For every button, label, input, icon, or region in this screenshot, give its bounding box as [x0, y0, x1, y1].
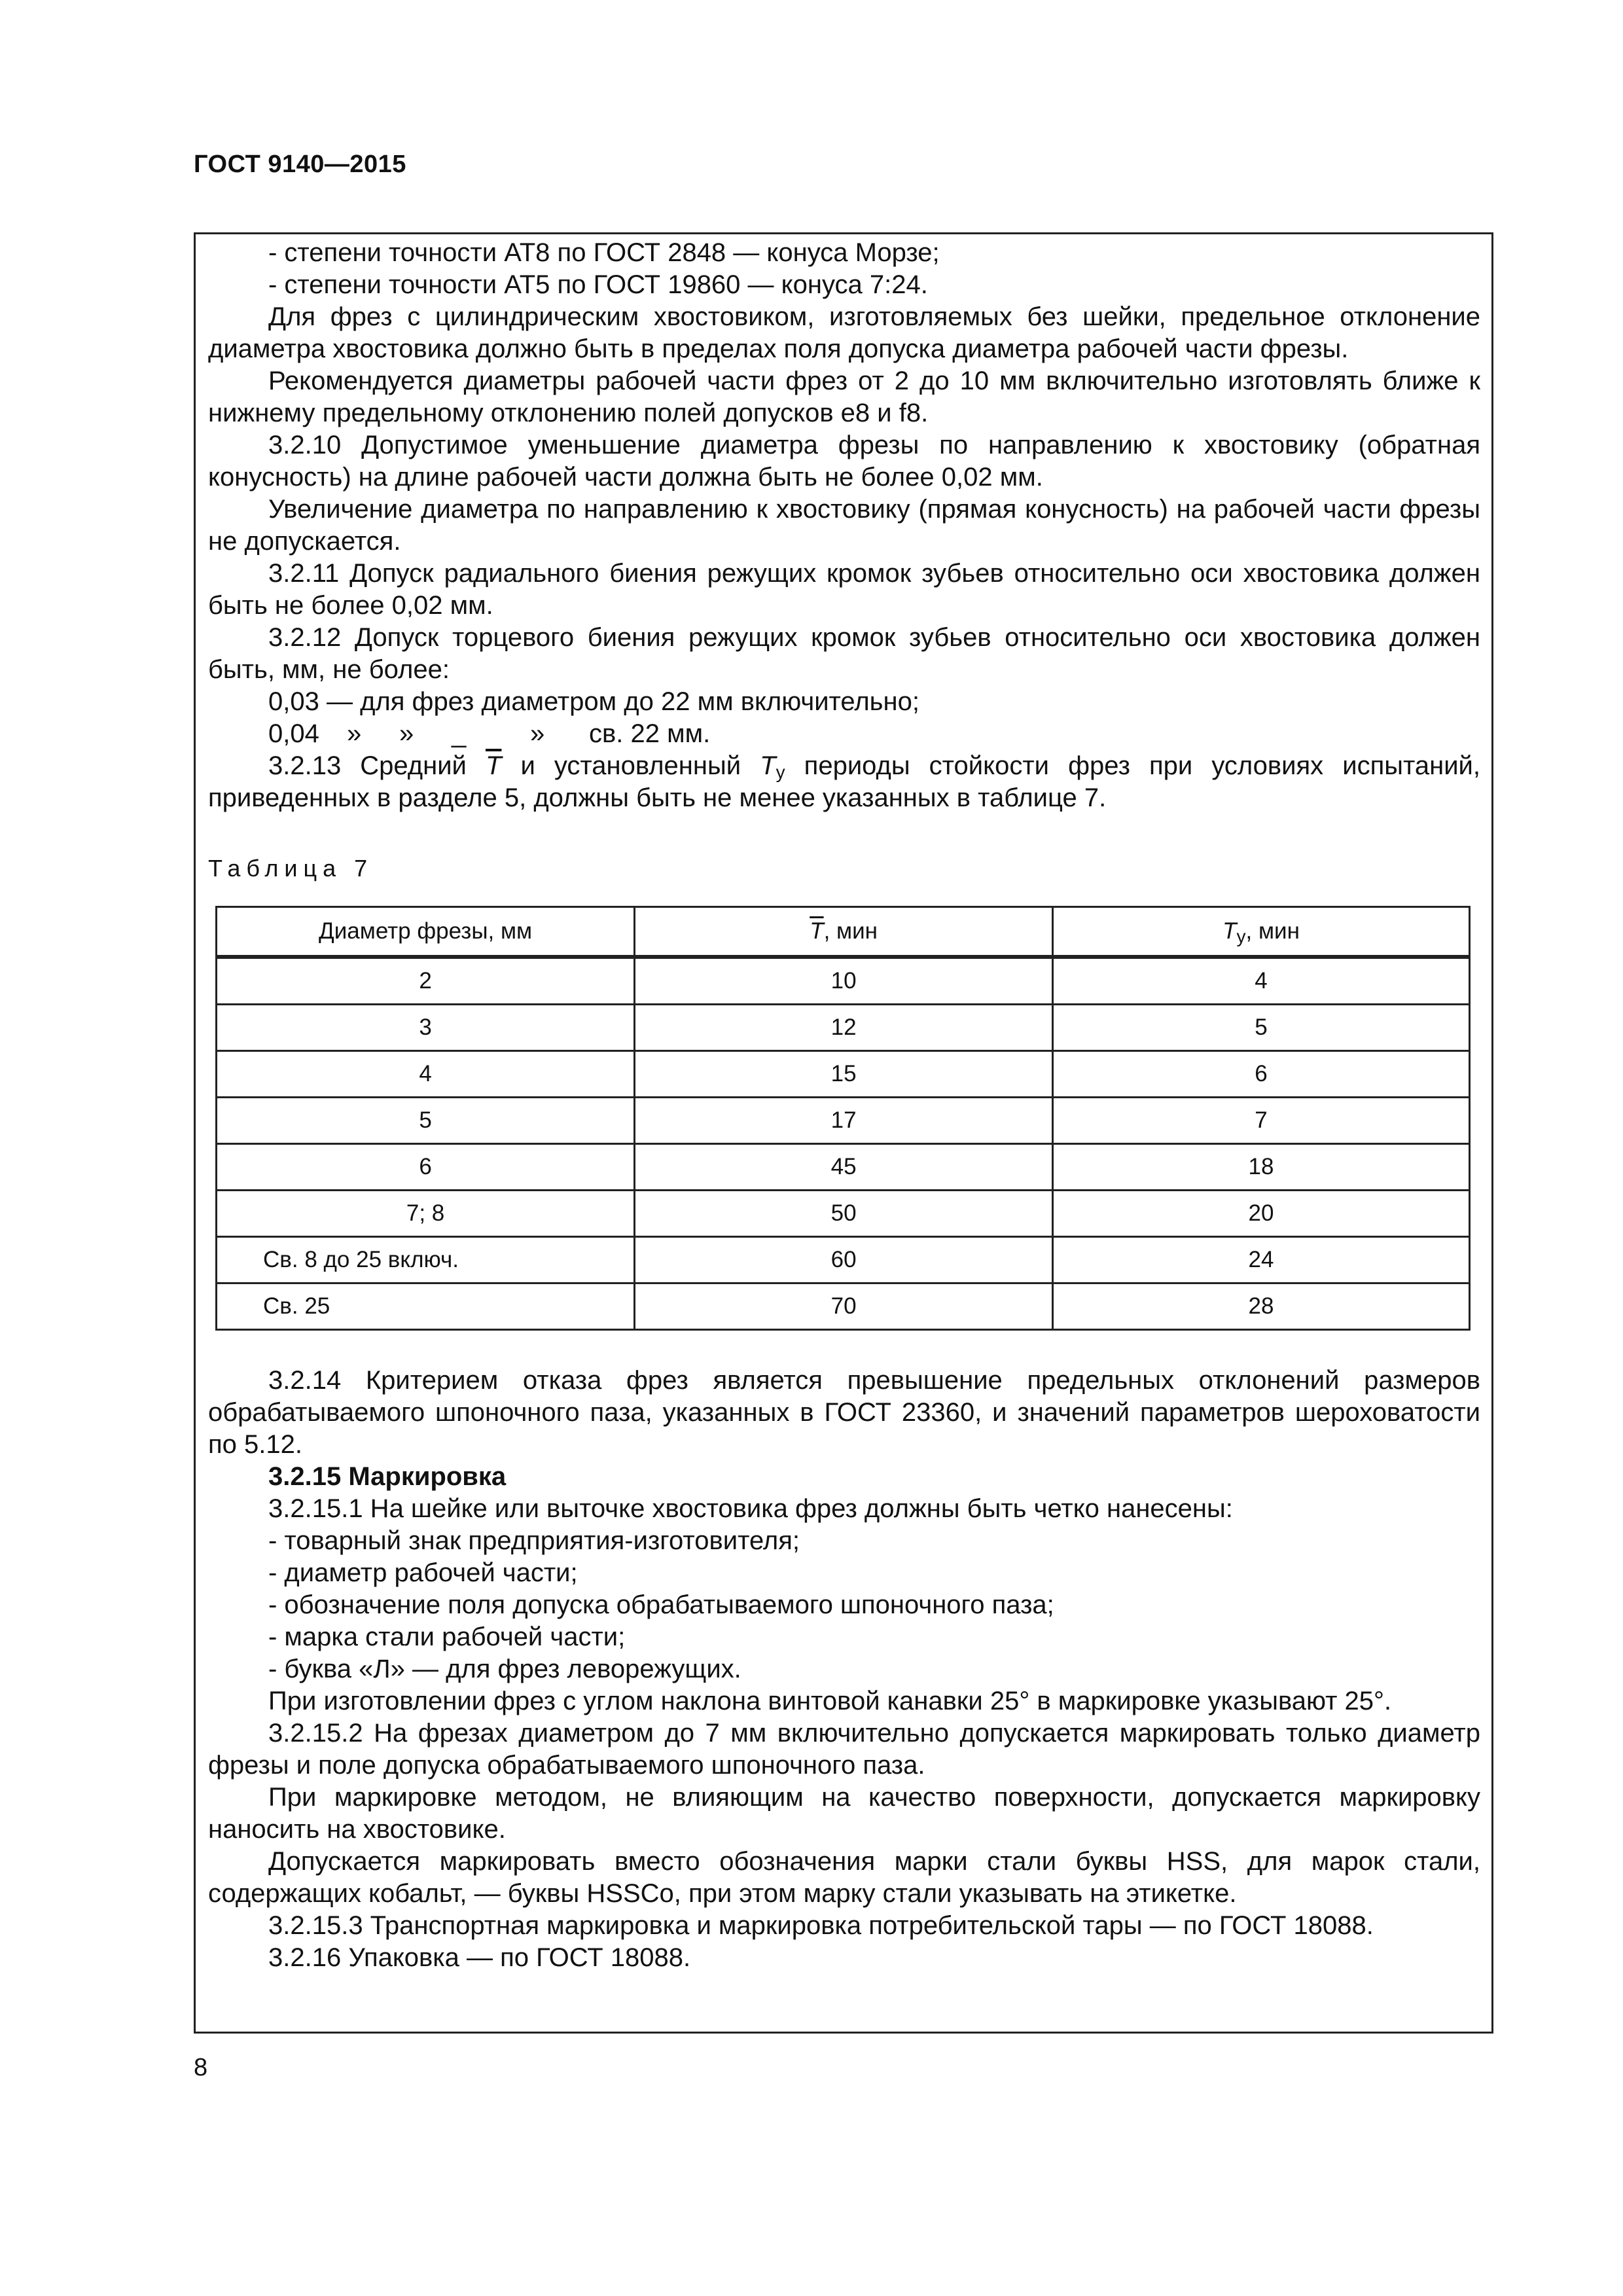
- paragraph-helix-angle: При изготовлении фрез с углом наклона винтовой канавки 25° в маркировке указывают 25°.: [268, 1687, 1392, 1715]
- paragraph-3-2-14: 3.2.14 Критерием отказа фрез является превышение предельных отклонений размеров обрабатываемого шпоночного паза, указанных в ГОСТ 23360, и значений параметров шероховатости по 5.12.: [208, 1366, 1480, 1459]
- paragraph-recommendation: Рекомендуется диаметры рабочей части фрез от 2 до 10 мм включительно изготовлять ближе к нижнему предельному отклонению полей допусков e8 и f8.: [208, 367, 1480, 427]
- header-cutter-diameter: Диаметр фрезы, мм: [217, 907, 635, 958]
- cell-set-life: 5: [1053, 1005, 1470, 1051]
- cell-mean-life: 45: [635, 1144, 1053, 1191]
- list-item: - товарный знак предприятия-изготовителя;: [268, 1526, 800, 1555]
- paragraph-cylindrical-shank: Для фрез с цилиндрическим хвостовиком, изготовляемых без шейки, предельное отклонение диаметра хвостовика должно быть в пределах поля допуска диаметра рабочей части фрезы.: [208, 302, 1480, 363]
- cell-mean-life: 50: [635, 1191, 1053, 1237]
- paragraph-3-2-11: 3.2.11 Допуск радиального биения режущих кромок зубьев относительно оси хвостовика должен быть не более 0,02 мм.: [208, 559, 1480, 620]
- mean-life-symbol: $\overline{T}$: [485, 751, 502, 780]
- paragraph-3-2-15-1: 3.2.15.1 На шейке или выточке хвостовика фрез должны быть четко нанесены:: [268, 1494, 1233, 1523]
- table-row: [217, 1144, 1470, 1191]
- cell-diameter: Св. 8 до 25 включ.: [217, 1237, 635, 1283]
- cell-mean-life: 12: [635, 1005, 1053, 1051]
- paragraph-3-2-15-2: 3.2.15.2 На фрезах диаметром до 7 мм включительно допускается маркировать только диаметр фрезы и поле допуска обрабатываемого шпоночного паза.: [208, 1719, 1480, 1780]
- paragraph-3-2-13-part-a: 3.2.13 Средний: [268, 751, 486, 780]
- cell-diameter: 2: [217, 957, 635, 1005]
- document-header: ГОСТ 9140—2015: [194, 151, 406, 178]
- cell-set-life: 20: [1053, 1191, 1470, 1237]
- set-life-subscript: y: [776, 762, 785, 782]
- ditto-mark-1: »: [347, 719, 362, 748]
- page-number: 8: [194, 2054, 208, 2081]
- cell-mean-life: 10: [635, 957, 1053, 1005]
- paragraph-3-2-13: [208, 750, 1480, 814]
- header-set-life-symbol: T: [1222, 918, 1237, 944]
- paragraph-3-2-10: 3.2.10 Допустимое уменьшение диаметра фрезы по направлению к хвостовику (обратная конусность) на длине рабочей части должна быть не более 0,02 мм.: [208, 431, 1480, 492]
- tool-life-table: [215, 906, 1471, 1331]
- header-set-life: [1053, 907, 1470, 958]
- cell-diameter: 3: [217, 1005, 635, 1051]
- cell-mean-life: 15: [635, 1051, 1053, 1098]
- tolerance-range: св. 22 мм.: [589, 719, 711, 748]
- paragraph-3-2-16: 3.2.16 Упаковка — по ГОСТ 18088.: [268, 1943, 691, 1972]
- header-set-life-subscript: y: [1236, 926, 1246, 946]
- list-item: - буква «Л» — для фрез леворежущих.: [268, 1655, 741, 1683]
- table-row: [217, 1191, 1470, 1237]
- paragraph-diameter-increase: Увеличение диаметра по направлению к хвостовику (прямая конусность) на рабочей части фрезы не допускается.: [208, 495, 1480, 556]
- cell-set-life: 6: [1053, 1051, 1470, 1098]
- header-set-life-unit: , мин: [1245, 918, 1300, 944]
- paragraph-3-2-15-3: 3.2.15.3 Транспортная маркировка и маркировка потребительской тары — по ГОСТ 18088.: [268, 1911, 1374, 1940]
- paragraph-3-2-13-part-b: и установленный: [501, 751, 760, 780]
- tolerance-line-1: 0,03 — для фрез диаметром до 22 мм включительно;: [268, 687, 919, 716]
- table-row: [217, 1098, 1470, 1144]
- cell-set-life: 4: [1053, 957, 1470, 1005]
- table-row: [217, 1283, 1470, 1330]
- ditto-dash: _: [452, 719, 467, 748]
- cell-diameter: 4: [217, 1051, 635, 1098]
- cell-set-life: 24: [1053, 1237, 1470, 1283]
- accuracy-line-at5: - степени точности АТ5 по ГОСТ 19860 — конуса 7:24.: [268, 270, 928, 299]
- cell-set-life: 18: [1053, 1144, 1470, 1191]
- set-life-symbol: T: [760, 751, 776, 780]
- tolerance-value: 0,04: [268, 719, 319, 748]
- paragraph-3-2-12: 3.2.12 Допуск торцевого биения режущих кромок зубьев относительно оси хвостовика должен быть, мм, не более:: [208, 623, 1480, 684]
- list-item: - марка стали рабочей части;: [268, 1623, 626, 1651]
- ditto-mark-3: »: [530, 719, 545, 748]
- cell-diameter: Св. 25: [217, 1283, 635, 1330]
- paragraph-hss-marking: Допускается маркировать вместо обозначения марки стали буквы HSS, для марок стали, содержащих кобальт, — буквы HSSCo, при этом марку стали указывать на этикетке.: [208, 1847, 1480, 1908]
- accuracy-line-at8: - степени точности АТ8 по ГОСТ 2848 — конуса Морзе;: [268, 238, 940, 267]
- cell-mean-life: 17: [635, 1098, 1053, 1144]
- table-row: [217, 1005, 1470, 1051]
- table-caption: Таблица 7: [208, 855, 374, 882]
- ditto-mark-2: »: [399, 719, 414, 748]
- list-item: - диаметр рабочей части;: [268, 1558, 578, 1587]
- list-item: - обозначение поля допуска обрабатываемого шпоночного паза;: [268, 1590, 1054, 1619]
- header-mean-life-unit: , мин: [823, 918, 878, 944]
- paragraph-3-2-13-part-c: периоды стойкости фрез при условиях испытаний, приведенных в разделе 5, должны быть не менее указанных в таблице 7.: [208, 751, 1480, 812]
- cell-mean-life: 60: [635, 1237, 1053, 1283]
- tolerance-line-2: [208, 718, 1480, 750]
- cell-mean-life: 70: [635, 1283, 1053, 1330]
- cell-diameter: 5: [217, 1098, 635, 1144]
- header-mean-life: [635, 907, 1053, 958]
- table-header-row: [217, 907, 1470, 958]
- cell-diameter: 7; 8: [217, 1191, 635, 1237]
- header-mean-life-symbol: $\overline{T}$: [810, 918, 824, 944]
- cell-diameter: 6: [217, 1144, 635, 1191]
- text-block-top: [208, 237, 1480, 814]
- table-row: [217, 957, 1470, 1005]
- paragraph-marking-method: При маркировке методом, не влияющим на качество поверхности, допускается маркировку наносить на хвостовике.: [208, 1783, 1480, 1844]
- section-heading-marking: 3.2.15 Маркировка: [268, 1462, 507, 1491]
- cell-set-life: 28: [1053, 1283, 1470, 1330]
- table-row: [217, 1051, 1470, 1098]
- text-block-bottom: [208, 1365, 1480, 1974]
- table-row: [217, 1237, 1470, 1283]
- cell-set-life: 7: [1053, 1098, 1470, 1144]
